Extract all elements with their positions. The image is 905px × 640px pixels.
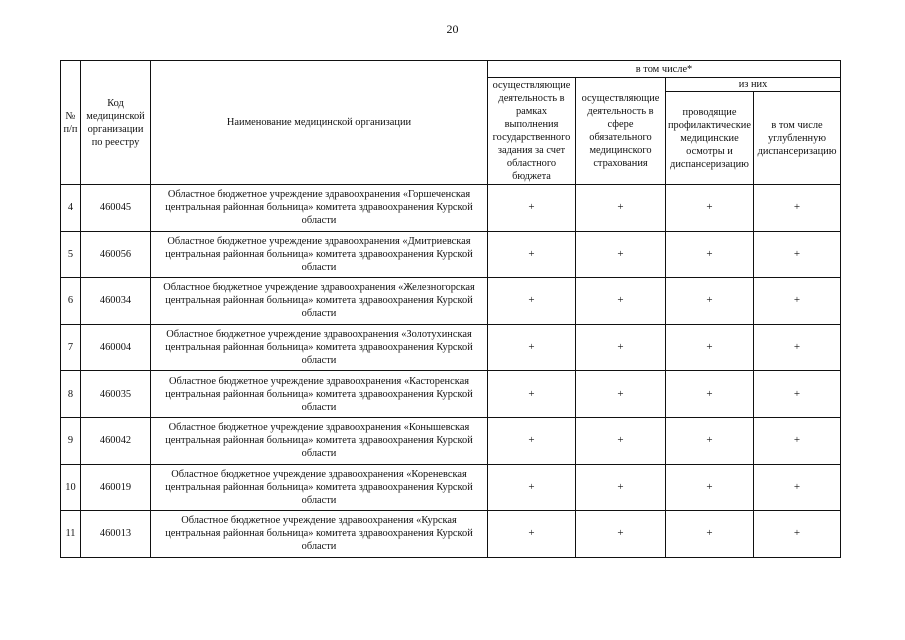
row-org-name: Областное бюджетное учреждение здравоохранения «Касторенская центральная районная больница» комитета здравоохранения Курской области	[151, 371, 488, 418]
organizations-table	[60, 60, 841, 558]
row-state-task-mark: +	[488, 417, 576, 464]
row-org-name: Областное бюджетное учреждение здравоохранения «Золотухинская центральная районная больница» комитета здравоохранения Курской области	[151, 324, 488, 371]
row-code: 460035	[81, 371, 151, 418]
table-row	[61, 417, 841, 464]
table-row	[61, 464, 841, 511]
row-number: 8	[61, 371, 81, 418]
row-prophylactic-mark: +	[666, 511, 754, 558]
row-state-task-mark: +	[488, 371, 576, 418]
table-row	[61, 371, 841, 418]
table-row	[61, 324, 841, 371]
row-state-task-mark: +	[488, 278, 576, 325]
row-oms-mark: +	[576, 371, 666, 418]
row-in-depth-mark: +	[754, 231, 841, 278]
row-in-depth-mark: +	[754, 185, 841, 232]
row-prophylactic-mark: +	[666, 464, 754, 511]
header-prophylactic: проводящие профилактические медицинские осмотры и диспансеризацию	[666, 92, 754, 185]
row-number: 6	[61, 278, 81, 325]
row-number: 11	[61, 511, 81, 558]
row-state-task-mark: +	[488, 511, 576, 558]
row-org-name: Областное бюджетное учреждение здравоохранения «Курская центральная районная больница» комитета здравоохранения Курской области	[151, 511, 488, 558]
row-org-name: Областное бюджетное учреждение здравоохранения «Кореневская центральная районная больница» комитета здравоохранения Курской области	[151, 464, 488, 511]
table-row	[61, 278, 841, 325]
row-in-depth-mark: +	[754, 278, 841, 325]
row-state-task-mark: +	[488, 464, 576, 511]
row-prophylactic-mark: +	[666, 417, 754, 464]
row-oms-mark: +	[576, 231, 666, 278]
row-oms-mark: +	[576, 464, 666, 511]
row-code: 460013	[81, 511, 151, 558]
row-prophylactic-mark: +	[666, 324, 754, 371]
row-org-name: Областное бюджетное учреждение здравоохранения «Конышевская центральная районная больница» комитета здравоохранения Курской области	[151, 417, 488, 464]
row-state-task-mark: +	[488, 324, 576, 371]
header-of-them: из них	[666, 78, 841, 92]
row-code: 460056	[81, 231, 151, 278]
table-row	[61, 231, 841, 278]
row-prophylactic-mark: +	[666, 371, 754, 418]
row-code: 460045	[81, 185, 151, 232]
row-number: 10	[61, 464, 81, 511]
row-number: 9	[61, 417, 81, 464]
row-oms-mark: +	[576, 324, 666, 371]
row-oms-mark: +	[576, 511, 666, 558]
row-in-depth-mark: +	[754, 511, 841, 558]
row-in-depth-mark: +	[754, 324, 841, 371]
row-state-task-mark: +	[488, 185, 576, 232]
row-in-depth-mark: +	[754, 464, 841, 511]
row-code: 460042	[81, 417, 151, 464]
header-state-task: осуществляющие деятельность в рамках выполнения государственного задания за счет областного бюджета	[488, 78, 576, 185]
page-number: 20	[446, 22, 459, 36]
header-name: Наименование медицинской организации	[151, 61, 488, 185]
header-oms: осуществляющие деятельность в сфере обязательного медицинского страхования	[576, 78, 666, 185]
row-in-depth-mark: +	[754, 417, 841, 464]
header-code: Код медицинской организации по реестру	[81, 61, 151, 185]
table-row	[61, 511, 841, 558]
row-number: 4	[61, 185, 81, 232]
table-row	[61, 185, 841, 232]
header-in-depth: в том числе углубленную диспансеризацию	[754, 92, 841, 185]
row-number: 5	[61, 231, 81, 278]
row-oms-mark: +	[576, 278, 666, 325]
row-prophylactic-mark: +	[666, 185, 754, 232]
header-group: в том числе*	[488, 61, 841, 78]
row-org-name: Областное бюджетное учреждение здравоохранения «Железногорская центральная районная больница» комитета здравоохранения Курской области	[151, 278, 488, 325]
row-number: 7	[61, 324, 81, 371]
row-state-task-mark: +	[488, 231, 576, 278]
row-oms-mark: +	[576, 185, 666, 232]
row-oms-mark: +	[576, 417, 666, 464]
row-prophylactic-mark: +	[666, 231, 754, 278]
row-code: 460019	[81, 464, 151, 511]
row-code: 460034	[81, 278, 151, 325]
row-org-name: Областное бюджетное учреждение здравоохранения «Горшеченская центральная районная больница» комитета здравоохранения Курской области	[151, 185, 488, 232]
row-code: 460004	[81, 324, 151, 371]
row-in-depth-mark: +	[754, 371, 841, 418]
row-prophylactic-mark: +	[666, 278, 754, 325]
header-num: № п/п	[61, 61, 81, 185]
row-org-name: Областное бюджетное учреждение здравоохранения «Дмитриевская центральная районная больница» комитета здравоохранения Курской области	[151, 231, 488, 278]
